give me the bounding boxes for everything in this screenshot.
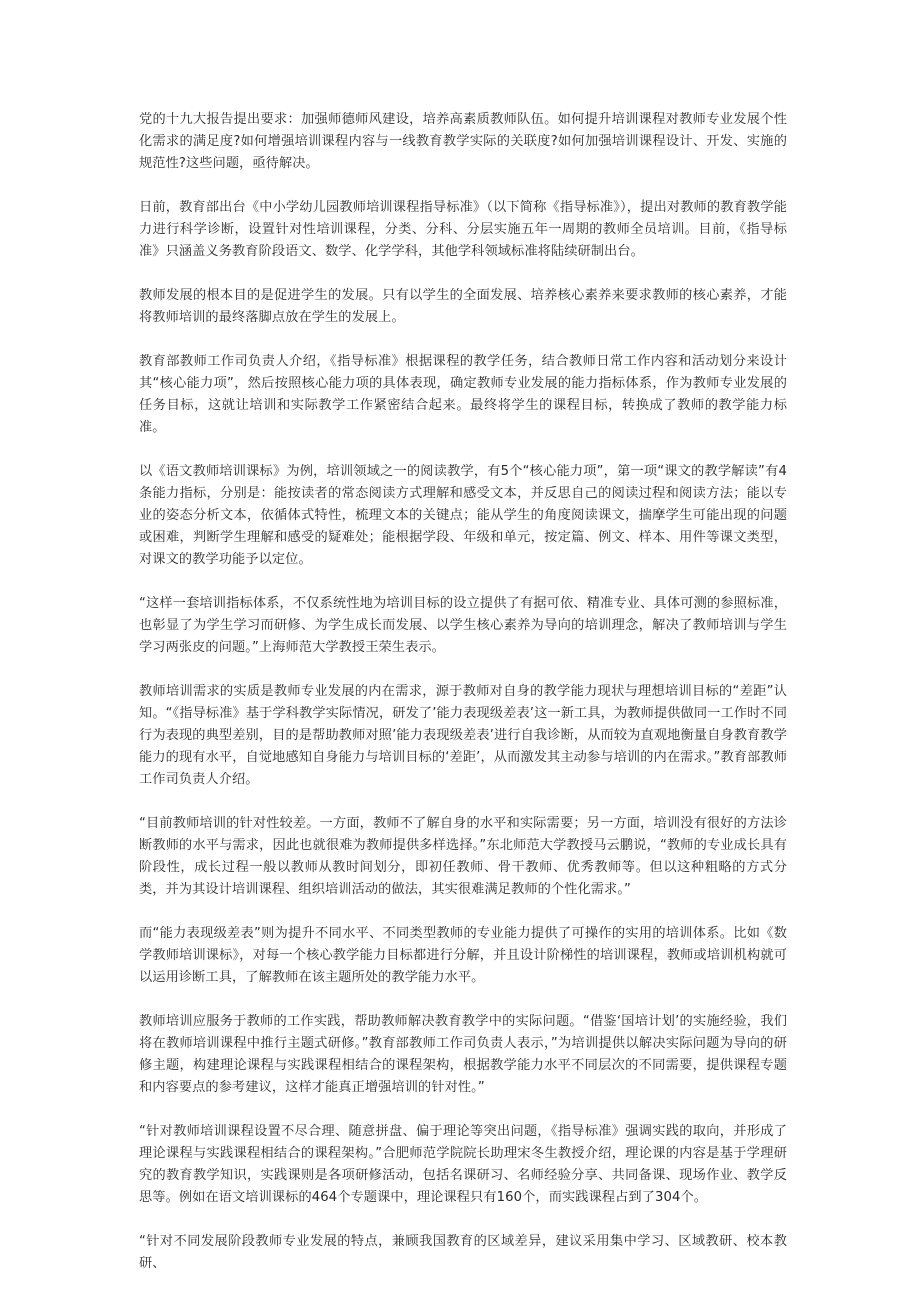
paragraph-10: 教师培训应服务于教师的工作实践，帮助教师解决教育教学中的实际问题。“借鉴‘国培计划’的实施经验，我们将在教师培训课程中推行主题式研修。”教育部教师工作司负责人表示，”为培训提供以解决实际问题为导向的研修主题，构建理论课程与实践课程相结合的课程架构，根据教学能力水平不同层次的不同需要，提供课程专题和内容要点的参考建议，这样才能真正增强培训的针对性。” xyxy=(139,1014,787,1095)
paragraph-11: “针对教师培训课程设置不尽合理、随意拼盘、偏于理论等突出问题，《指导标准》强调实践的取向，并形成了理论课程与实践课程相结合的课程架构。”合肥师范学院院长助理宋冬生教授介绍，理论课的内容是基于学理研究的教育教学知识，实践课则是各项研修活动，包括名课研习、名师经验分享、共同备课、现场作业、教学反思等。例如在语文培训课标的464个专题课中，理论课程只有160个，而实践课程占到了304个。 xyxy=(139,1124,787,1205)
paragraph-2: 日前，教育部出台《中小学幼儿园教师培训课程指导标准》（以下简称《指导标准》），提出对教师的教育教学能力进行科学诊断，设置针对性培训课程，分类、分科、分层实施五年一周期的教师全员培训。目前，《指导标准》只涵盖义务教育阶段语文、数学、化学学科，其他学科领域标准将陆续研制出台。 xyxy=(139,200,787,259)
paragraph-7: 教师培训需求的实质是教师专业发展的内在需求，源于教师对自身的教学能力现状与理想培训目标的“差距”认知。“《指导标准》基于学科教学实际情况，研发了’能力表现级差表’这一新工具，为教师提供做同一工作时不同行为表现的典型差别，目的是帮助教师对照’能力表现级差表’进行自我诊断，从而较为直观地衡量自身教育教学能力的现有水平，自觉地感知自身能力与培训目标的‘差距’，从而激发其主动参与培训的内在需求。”教育部教师工作司负责人介绍。 xyxy=(139,684,787,787)
paragraph-1: 党的十九大报告提出要求：加强师德师风建设，培养高素质教师队伍。如何提升培训课程对教师专业发展个性化需求的满足度?如何增强培训课程内容与一线教育教学实际的关联度?如何加强培训课程设计、开发、实施的规范性?这些问题，亟待解决。 xyxy=(139,112,787,171)
paragraph-6: “这样一套培训指标体系，不仅系统性地为培训目标的设立提供了有据可依、精准专业、具体可测的参照标准，也彰显了为学生学习而研修、为学生成长而发展、以学生核心素养为导向的培训理念，解决了教师培训与学生学习两张皮的问题。”上海师范大学教授王荣生表示。 xyxy=(139,596,787,655)
paragraph-3: 教师发展的根本目的是促进学生的发展。只有以学生的全面发展、培养核心素养来要求教师的核心素养，才能将教师培训的最终落脚点放在学生的发展上。 xyxy=(139,288,787,325)
paragraph-8: “目前教师培训的针对性较差。一方面，教师不了解自身的水平和实际需要；另一方面，培训没有很好的方法诊断教师的水平与需求，因此也就很难为教师提供多样选择。”东北师范大学教授马云鹏说，“教师的专业成长具有阶段性，成长过程一般以教师从教时间划分，即初任教师、骨干教师、优秀教师等。但以这种粗略的方式分类，并为其设计培训课程、组织培训活动的做法，其实很难满足教师的个性化需求。” xyxy=(139,816,787,897)
paragraph-12: “针对不同发展阶段教师专业发展的特点，兼顾我国教育的区域差异，建议采用集中学习、区域教研、校本教研、 xyxy=(139,1234,787,1271)
article-body xyxy=(139,109,787,1297)
paragraph-4: 教育部教师工作司负责人介绍，《指导标准》根据课程的教学任务，结合教师日常工作内容和活动划分来设计其“核心能力项”，然后按照核心能力项的具体表现，确定教师专业发展的能力指标体系，作为教师专业发展的任务目标，这就让培训和实际教学工作紧密结合起来。最终将学生的课程目标，转换成了教师的教学能力标准。 xyxy=(139,354,787,435)
paragraph-9: 而“能力表现级差表”则为提升不同水平、不同类型教师的专业能力提供了可操作的实用的培训体系。比如《数学教师培训课标》，对每一个核心教学能力目标都进行分解，并且设计阶梯性的培训课程，教师或培训机构就可以运用诊断工具，了解教师在该主题所处的教学能力水平。 xyxy=(139,926,787,985)
paragraph-5: 以《语文教师培训课标》为例，培训领域之一的阅读教学，有5个“核心能力项”，第一项“课文的教学解读”有4条能力指标，分别是：能按读者的常态阅读方式理解和感受文本，并反思自己的阅读过程和阅读方法；能以专业的姿态分析文本，依循体式特性，梳理文本的关键点；能从学生的角度阅读课文，揣摩学生可能出现的问题或困难，判断学生理解和感受的疑难处；能根据学段、年级和单元，按定篇、例文、样本、用件等课文类型，对课文的教学功能予以定位。 xyxy=(139,464,787,567)
